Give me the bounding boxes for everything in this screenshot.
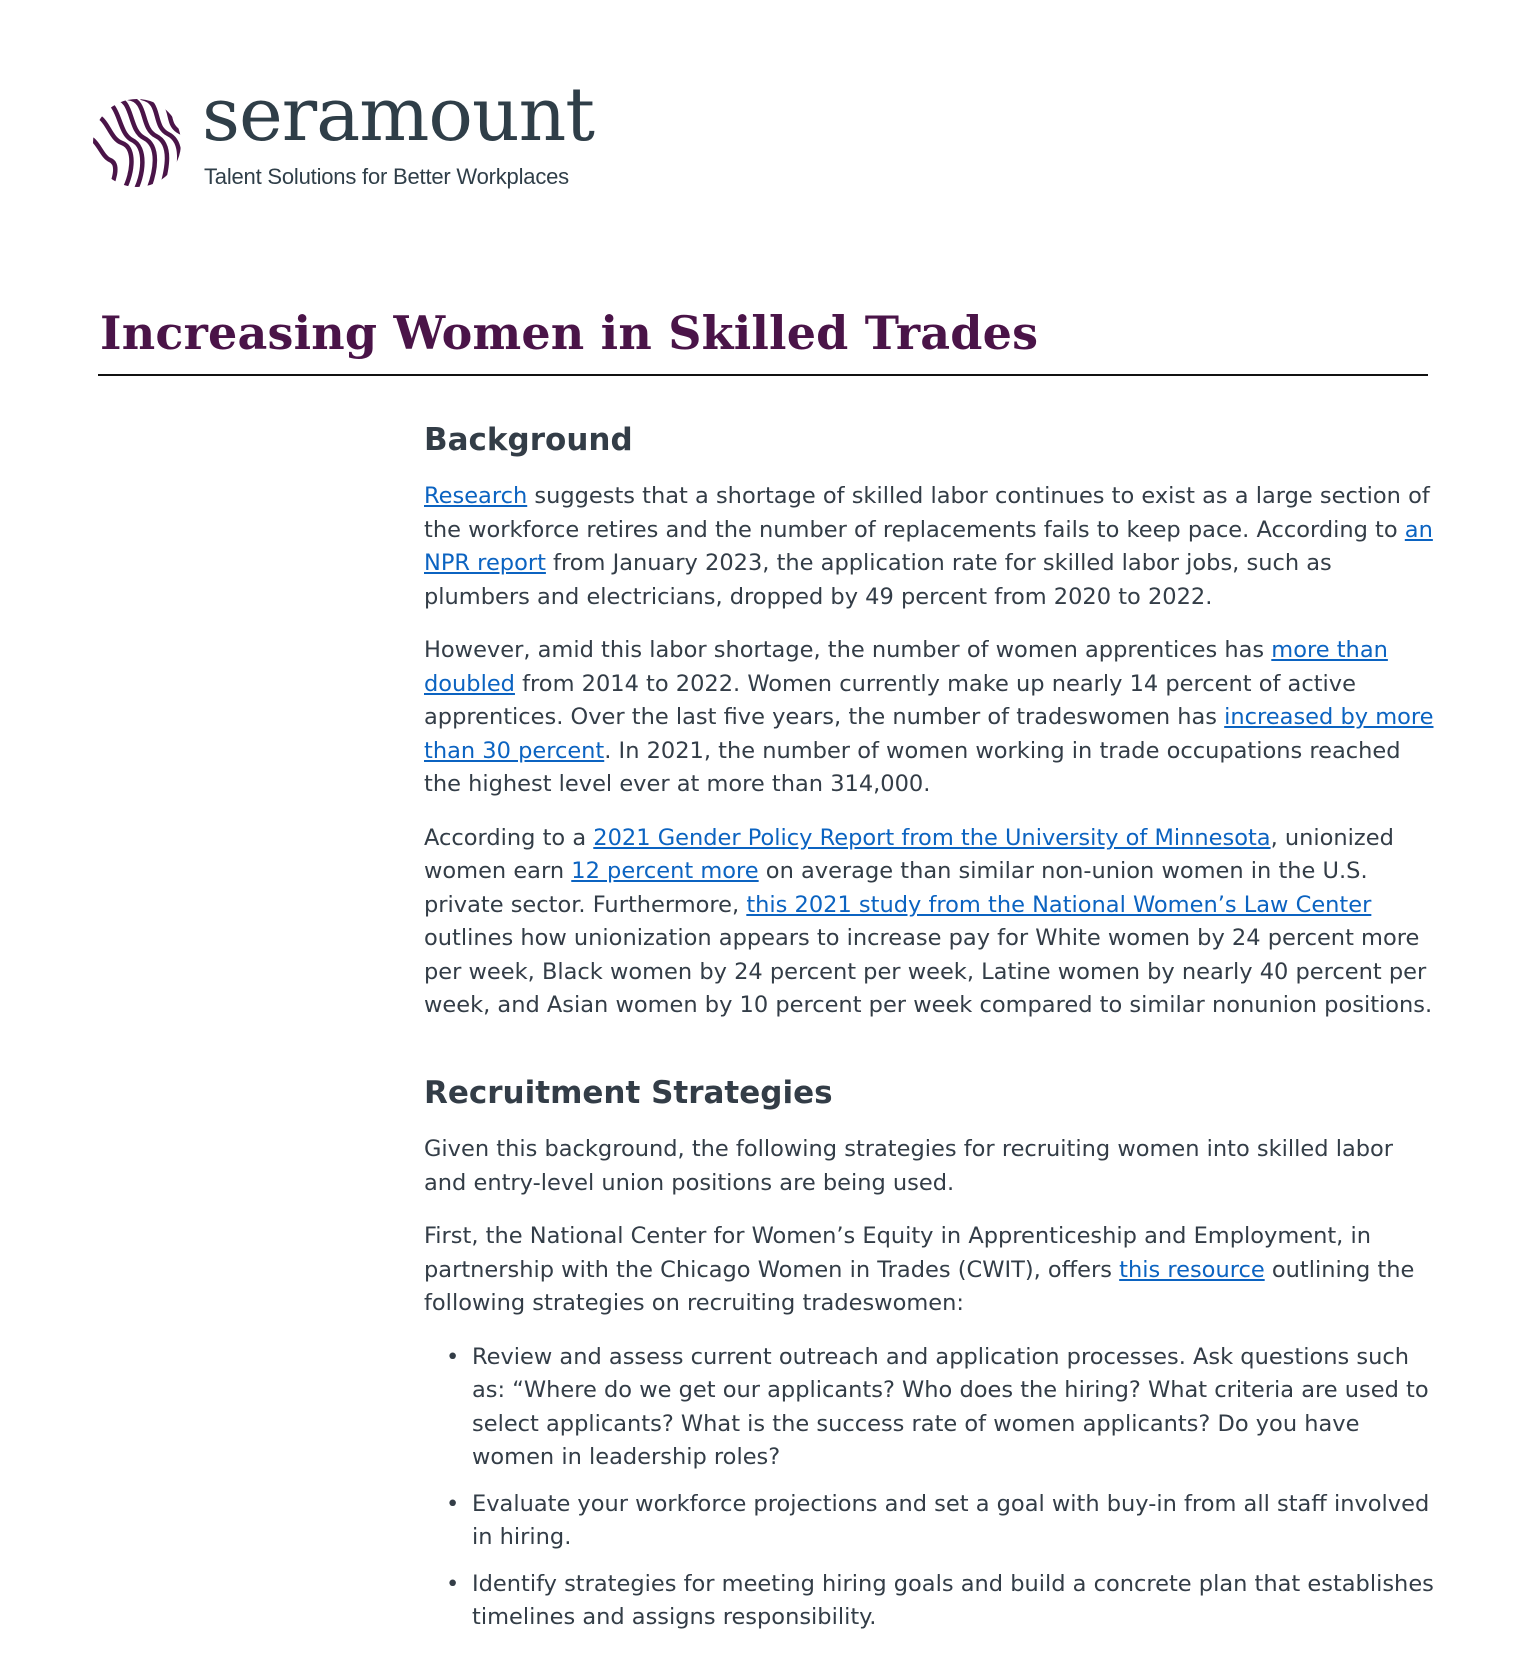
list-item [446, 1568, 1434, 1635]
link-npr-report[interactable]: an NPR report [424, 516, 1433, 577]
logo-wordmark: seramount [202, 72, 595, 158]
logo-tagline: Talent Solutions for Better Workplaces [204, 164, 569, 189]
link-gender-policy-report[interactable]: 2021 Gender Policy Report from the University of Minnesota [593, 824, 1271, 851]
text: on average than similar non-union women in the U.S. private sector. Furthermore, [424, 858, 1368, 918]
link-increased-30-percent[interactable]: increased by more than 30 percent [424, 704, 1434, 764]
paragraph-background-3 [424, 822, 1434, 1023]
text: from 2014 to 2022. Women currently make up nearly 14 percent of active apprentices. Over the last five years, the number of tradeswomen has [424, 670, 1356, 731]
text: However, amid this labor shortage, the number of women apprentices has [424, 637, 1272, 664]
link-nwlc-study[interactable]: this 2021 study from the National Women’s Law Center [746, 891, 1372, 918]
link-this-resource[interactable]: this resource [1119, 1256, 1265, 1283]
section-heading-recruitment: Recruitment Strategies [424, 1074, 833, 1111]
paragraph-recruitment-1: Given this background, the following strategies for recruiting women into skilled labor and entry-level union positions are being used. [424, 1136, 1394, 1196]
list-item-text: Review and assess current outreach and application processes. Ask questions such as: “Where do we get our applicants? Who does the hiring? What criteria are used to select applicants? What is the success rate of women applicants? Do you have women in leadership roles? [472, 1343, 1429, 1471]
text: . In 2021, the number of women working in trade occupations reached the highest level ever at more than 314,000. [424, 737, 1401, 798]
list-item-text: Evaluate your workforce projections and set a goal with buy-in from all staff involved in hiring. [472, 1490, 1430, 1551]
text: outlines how unionization appears to increase pay for White women by 24 percent more per week, Black women by 24 percent per week, Latine women by nearly 40 percent per week, and Asian women by 10 percent per week compared to similar nonunion positions. [424, 925, 1433, 1019]
text: , unionized women earn [424, 824, 1394, 885]
document-title: Increasing Women in Skilled Trades [100, 306, 1039, 360]
title-divider [98, 374, 1428, 376]
bullet-icon: • [446, 1490, 460, 1517]
document-body [424, 420, 1434, 1648]
strategy-list [424, 1341, 1434, 1635]
seramount-swirl-icon [92, 98, 182, 188]
list-item-text: Identify strategies for meeting hiring goals and build a concrete plan that establishes timelines and assigns responsibility. [472, 1570, 1434, 1631]
seramount-logo [92, 72, 612, 192]
paragraph-recruitment-2 [424, 1220, 1434, 1321]
paragraph-background-1 [424, 480, 1434, 614]
paragraph-background-2 [424, 634, 1434, 802]
list-item [446, 1341, 1434, 1475]
bullet-icon: • [446, 1570, 460, 1597]
list-item [446, 1488, 1434, 1555]
text: from January 2023, the application rate for skilled labor jobs, such as plumbers and electricians, dropped by 49 percent from 2020 to 2022. [424, 550, 1332, 610]
link-research[interactable]: Research [424, 483, 528, 510]
text: suggests that a shortage of skilled labor continues to exist as a large section of the workforce retires and the number of replacements fails to keep pace. According to [424, 483, 1430, 543]
text: outlining the following strategies on recruiting tradeswomen: [424, 1256, 1415, 1317]
link-12-percent-more[interactable]: 12 percent more [571, 858, 759, 885]
text: First, the National Center for Women’s Equity in Apprenticeship and Employment, in partnership with the Chicago Women in Trades (CWIT), offers [424, 1223, 1371, 1283]
section-heading-background: Background [424, 422, 633, 458]
link-more-than-doubled[interactable]: more than doubled [424, 637, 1388, 697]
text: According to a [424, 824, 594, 851]
bullet-icon: • [446, 1343, 460, 1370]
